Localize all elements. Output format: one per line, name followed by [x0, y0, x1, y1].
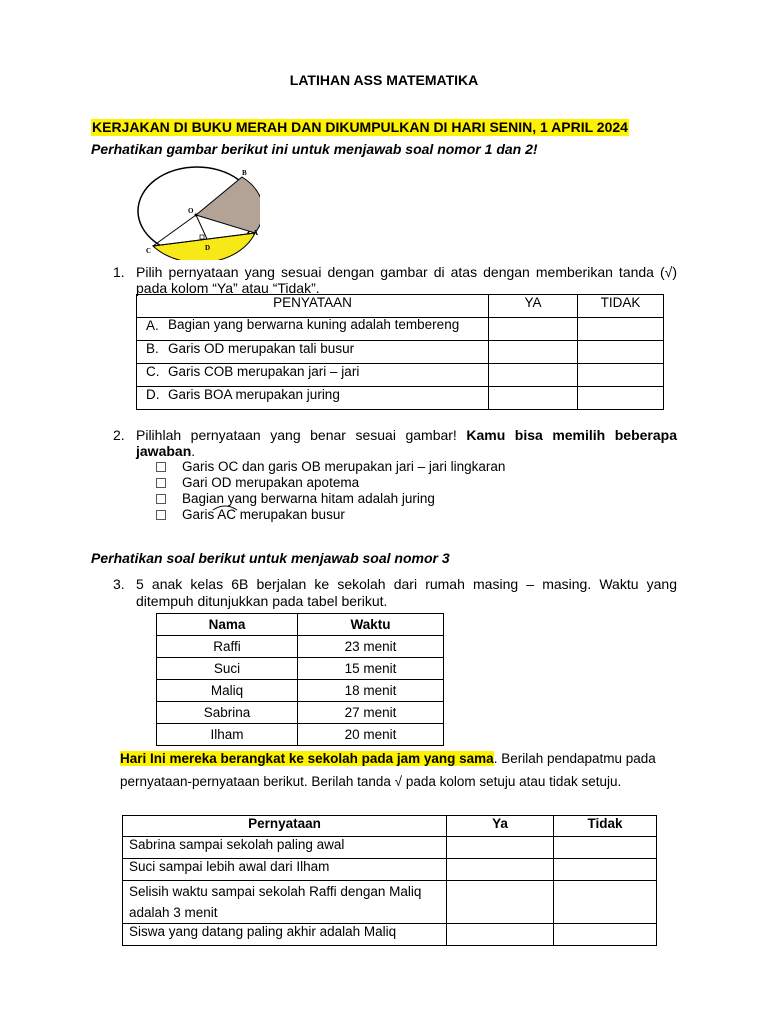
table-row — [137, 318, 664, 341]
q3-number: 3. — [113, 576, 125, 592]
row-label: D. — [146, 387, 160, 402]
student-time: 15 menit — [298, 658, 444, 680]
answer-cell-no[interactable] — [554, 859, 657, 881]
center-point — [195, 214, 198, 217]
label-b: B — [242, 169, 247, 177]
table-row — [123, 881, 657, 924]
statement-text: Suci sampai lebih awal dari Ilham — [123, 859, 447, 881]
student-name: Sabrina — [157, 702, 298, 724]
student-time: 23 menit — [298, 636, 444, 658]
answer-cell-no[interactable] — [554, 924, 657, 946]
q2-text — [136, 427, 677, 459]
page-title: LATIHAN ASS MATEMATIKA — [289, 72, 479, 88]
q1-number: 1. — [113, 264, 125, 280]
header-statement: PENYATAAN — [137, 295, 489, 318]
checkbox-icon[interactable] — [156, 510, 166, 520]
answer-cell-yes[interactable] — [489, 387, 578, 410]
table-header-row — [157, 614, 444, 636]
student-name: Ilham — [157, 724, 298, 746]
answer-cell-no[interactable] — [578, 318, 664, 341]
table-row — [123, 924, 657, 946]
table-row — [123, 837, 657, 859]
student-name: Suci — [157, 658, 298, 680]
student-name: Maliq — [157, 680, 298, 702]
header-name: Nama — [157, 614, 298, 636]
statement-text: Siswa yang datang paling akhir adalah Maliq — [123, 924, 447, 946]
table-row — [157, 658, 444, 680]
answer-cell-yes[interactable] — [489, 318, 578, 341]
answer-cell-no[interactable] — [554, 837, 657, 859]
option-label: Garis AC merupakan busur — [182, 507, 345, 522]
instruction-2: Perhatikan soal berikut untuk menjawab soal nomor 3 — [91, 550, 450, 566]
label-d: D — [205, 244, 211, 252]
q3-note-rest: . Berilah pendapatmu pada pernyataan-pernyataan berikut. Berilah tanda √ pada kolom setuju atau tidak setuju. — [120, 751, 656, 789]
header-yes: YA — [489, 295, 578, 318]
student-time: 18 menit — [298, 680, 444, 702]
table-row — [157, 724, 444, 746]
instruction-1: Perhatikan gambar berikut ini untuk menjawab soal nomor 1 dan 2! — [91, 141, 538, 157]
option-item[interactable] — [156, 459, 505, 475]
statement-text: Sabrina sampai sekolah paling awal — [123, 837, 447, 859]
table-row — [157, 702, 444, 724]
table-header-row — [137, 295, 664, 318]
q2-text-bold: Kamu bisa memilih beberapa jawaban — [136, 427, 678, 459]
checkbox-icon[interactable] — [156, 478, 166, 488]
option-label: Bagian yang berwarna hitam adalah juring — [182, 491, 435, 506]
table-row — [137, 387, 664, 410]
time-table — [156, 613, 444, 746]
statement-table — [122, 815, 657, 946]
table-row — [157, 680, 444, 702]
answer-cell-no[interactable] — [578, 364, 664, 387]
table-row — [157, 636, 444, 658]
answer-cell-no[interactable] — [554, 881, 657, 924]
deadline-notice: KERJAKAN DI BUKU MERAH DAN DIKUMPULKAN DI HARI SENIN, 1 APRIL 2024 — [92, 119, 628, 135]
q3-text: 5 anak kelas 6B berjalan ke sekolah dari rumah masing – masing. Waktu yang ditempuh ditunjukkan pada tabel berikut. — [136, 576, 677, 609]
label-c: C — [146, 247, 152, 255]
q2-text-end: . — [191, 443, 196, 459]
option-label: Garis OC dan garis OB merupakan jari – jari lingkaran — [182, 459, 506, 474]
table-row — [137, 341, 664, 364]
header-no: Tidak — [554, 816, 657, 837]
student-time: 20 menit — [298, 724, 444, 746]
q2-options — [156, 459, 505, 523]
header-statement: Pernyataan — [123, 816, 447, 837]
option-item[interactable] — [156, 475, 505, 491]
row-text: Garis OD merupakan tali busur — [168, 341, 355, 356]
circle-figure — [134, 164, 260, 260]
label-a: A — [253, 229, 259, 237]
row-text: Garis COB merupakan jari – jari — [168, 364, 360, 379]
header-time: Waktu — [298, 614, 444, 636]
option-item[interactable] — [156, 491, 505, 507]
q2-text-plain: Pilihlah pernyataan yang benar sesuai gambar! — [136, 427, 467, 443]
row-label: C. — [146, 364, 160, 379]
arc-symbol-icon — [212, 503, 238, 511]
answer-cell-yes[interactable] — [447, 859, 554, 881]
row-text: Garis BOA merupakan juring — [168, 387, 340, 402]
table-header-row — [123, 816, 657, 837]
q2-number: 2. — [113, 427, 125, 443]
table-row — [123, 859, 657, 881]
row-text: Bagian yang berwarna kuning adalah tembereng — [168, 317, 460, 332]
option-label: Gari OD merupakan apotema — [182, 475, 360, 490]
q1-table — [136, 294, 664, 410]
answer-cell-no[interactable] — [578, 387, 664, 410]
option-item[interactable] — [156, 507, 505, 523]
answer-cell-yes[interactable] — [447, 881, 554, 924]
answer-cell-yes[interactable] — [447, 924, 554, 946]
answer-cell-yes[interactable] — [489, 341, 578, 364]
statement-text: Selisih waktu sampai sekolah Raffi dengan Maliq adalah 3 menit — [123, 881, 447, 924]
checkbox-icon[interactable] — [156, 462, 166, 472]
header-no: TIDAK — [578, 295, 664, 318]
q3-note — [120, 748, 660, 793]
row-label: B. — [146, 341, 159, 356]
answer-cell-yes[interactable] — [447, 837, 554, 859]
student-name: Raffi — [157, 636, 298, 658]
checkbox-icon[interactable] — [156, 494, 166, 504]
answer-cell-no[interactable] — [578, 341, 664, 364]
table-row — [137, 364, 664, 387]
label-o: O — [188, 207, 194, 215]
header-yes: Ya — [447, 816, 554, 837]
student-time: 27 menit — [298, 702, 444, 724]
q1-text: Pilih pernyataan yang sesuai dengan gambar di atas dengan memberikan tanda (√) pada kolom “Ya” atau “Tidak”. — [136, 264, 677, 296]
answer-cell-yes[interactable] — [489, 364, 578, 387]
q3-note-highlight: Hari Ini mereka berangkat ke sekolah pada jam yang sama — [120, 751, 494, 766]
row-label: A. — [146, 318, 159, 333]
